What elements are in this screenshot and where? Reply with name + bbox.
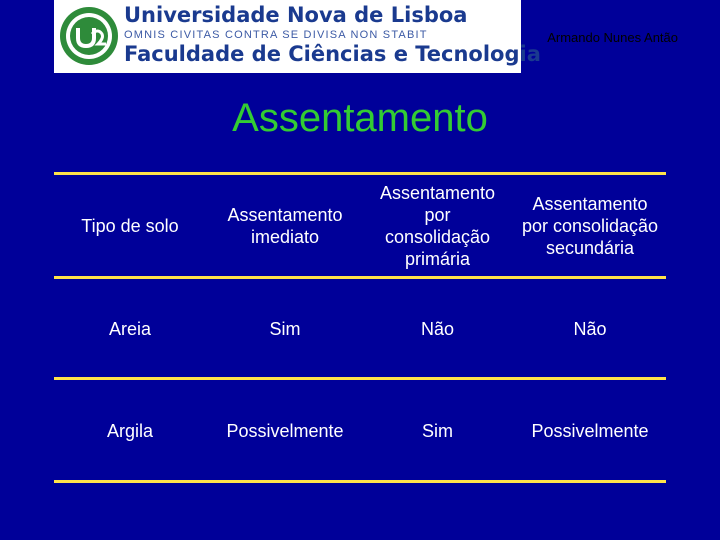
logo-university-name: Universidade Nova de Lisboa [124, 3, 468, 27]
table-cell-secondary: Possivelmente [531, 421, 649, 441]
table-header-rule [54, 276, 666, 279]
table-bottom-rule [54, 480, 666, 483]
table-cell-primary: Não [420, 319, 455, 339]
table-header-soil-type: Tipo de solo [81, 216, 179, 236]
table-cell-immediate: Sim [269, 319, 301, 339]
logo-motto: OMNIS CIVITAS CONTRA SE DIVISA NON STABIT [124, 29, 428, 41]
table-cell-soil: Argila [106, 421, 154, 441]
table-cell-immediate: Possivelmente [226, 421, 344, 441]
logo-faculty-name: Faculdade de Ciências e Tecnologia [124, 42, 541, 66]
author-name: Armando Nunes Antão [547, 30, 678, 45]
university-logo-banner [54, 0, 541, 73]
table-top-rule [54, 172, 666, 175]
slide-title: Assentamento [232, 96, 488, 140]
table-row-rule [54, 377, 666, 380]
university-seal-icon [58, 4, 120, 68]
table-header-primary: Assentamento por consolidação primária [379, 183, 496, 269]
table-cell-primary: Sim [422, 421, 453, 441]
table-header-immediate: Assentamento imediato [227, 205, 343, 247]
table-cell-secondary: Não [573, 319, 607, 339]
table-cell-soil: Areia [108, 319, 152, 339]
table-header-secondary: Assentamento por consolidação secundária [521, 194, 659, 258]
